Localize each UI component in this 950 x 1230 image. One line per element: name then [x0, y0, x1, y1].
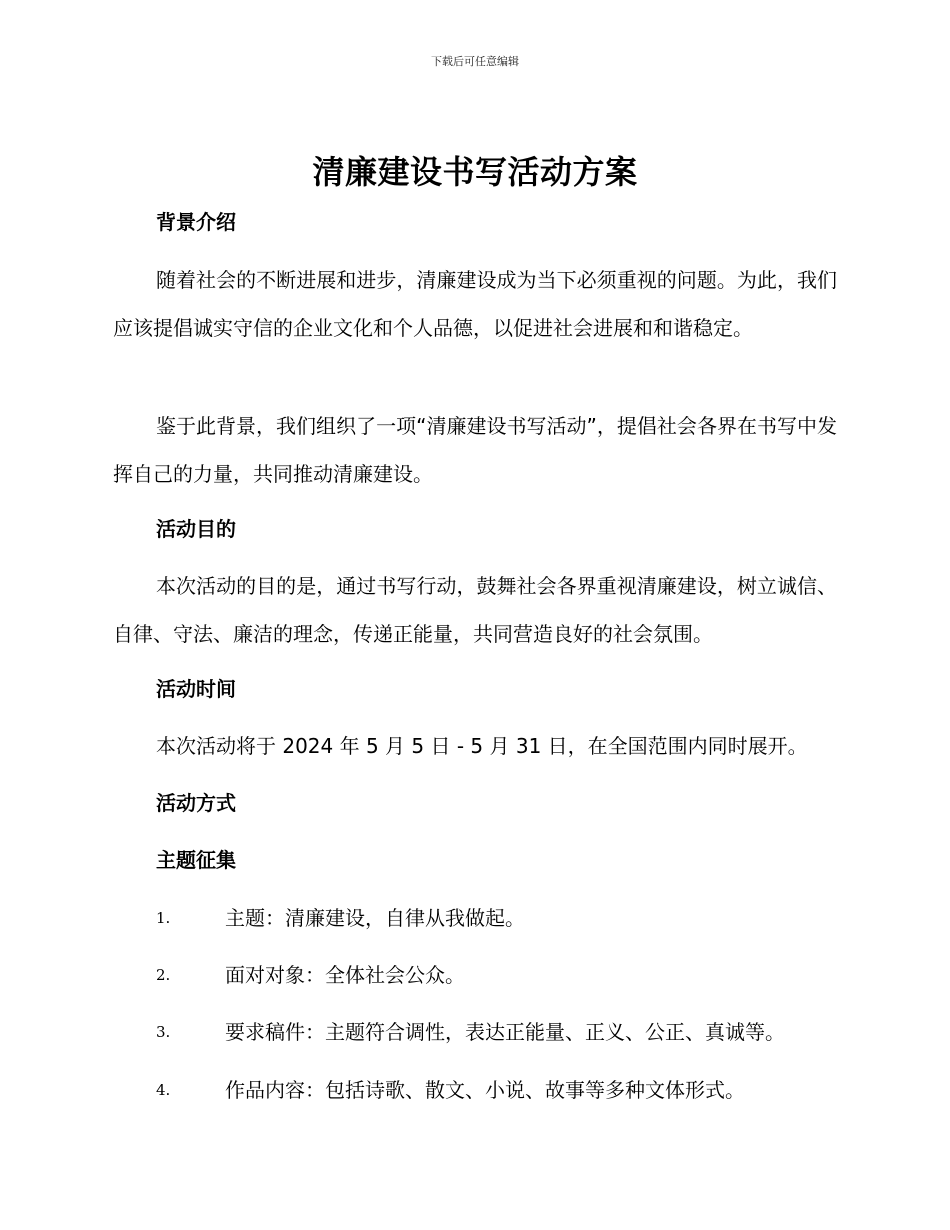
list-item [156, 1017, 846, 1047]
list-item-text: 主题：清廉建设，自律从我做起。 [225, 906, 525, 930]
list-item-number: 2. [156, 966, 171, 984]
document-title: 清廉建设书写活动方案 [312, 153, 638, 191]
list-item-number: 3. [156, 1023, 171, 1041]
list-item-text: 要求稿件：主题符合调性，表达正能量、正义、公正、真诚等。 [225, 1020, 785, 1044]
list-item [156, 903, 846, 933]
list-item-number: 1. [156, 909, 171, 927]
header-note: 下载后可任意编辑 [431, 55, 519, 68]
heading-theme-collection: 主题征集 [156, 848, 236, 872]
paragraph-purpose: 本次活动的目的是，通过书写行动，鼓舞社会各界重视清廉建设，树立诚信、自律、守法、廉洁的理念，传递正能量，共同营造良好的社会氛围。 [113, 574, 837, 646]
heading-method: 活动方式 [156, 791, 236, 815]
paragraph-background-2: 鉴于此背景，我们组织了一项“清廉建设书写活动”，提倡社会各界在书写中发挥自己的力量，共同推动清廉建设。 [113, 414, 837, 486]
paragraph-time: 本次活动将于 2024 年 5 月 5 日 - 5 月 31 日，在全国范围内同时展开。 [156, 734, 808, 758]
heading-time: 活动时间 [156, 677, 236, 701]
list-item [156, 960, 846, 990]
list-item-text: 面对对象：全体社会公众。 [225, 963, 465, 987]
heading-background: 背景介绍 [156, 210, 236, 234]
list-item [156, 1075, 846, 1105]
list-item-number: 4. [156, 1081, 171, 1099]
heading-purpose: 活动目的 [156, 517, 236, 541]
paragraph-background-1: 随着社会的不断进展和进步，清廉建设成为当下必须重视的问题。为此，我们应该提倡诚实守信的企业文化和个人品德，以促进社会进展和和谐稳定。 [113, 268, 837, 340]
list-item-text: 作品内容：包括诗歌、散文、小说、故事等多种文体形式。 [225, 1078, 745, 1102]
